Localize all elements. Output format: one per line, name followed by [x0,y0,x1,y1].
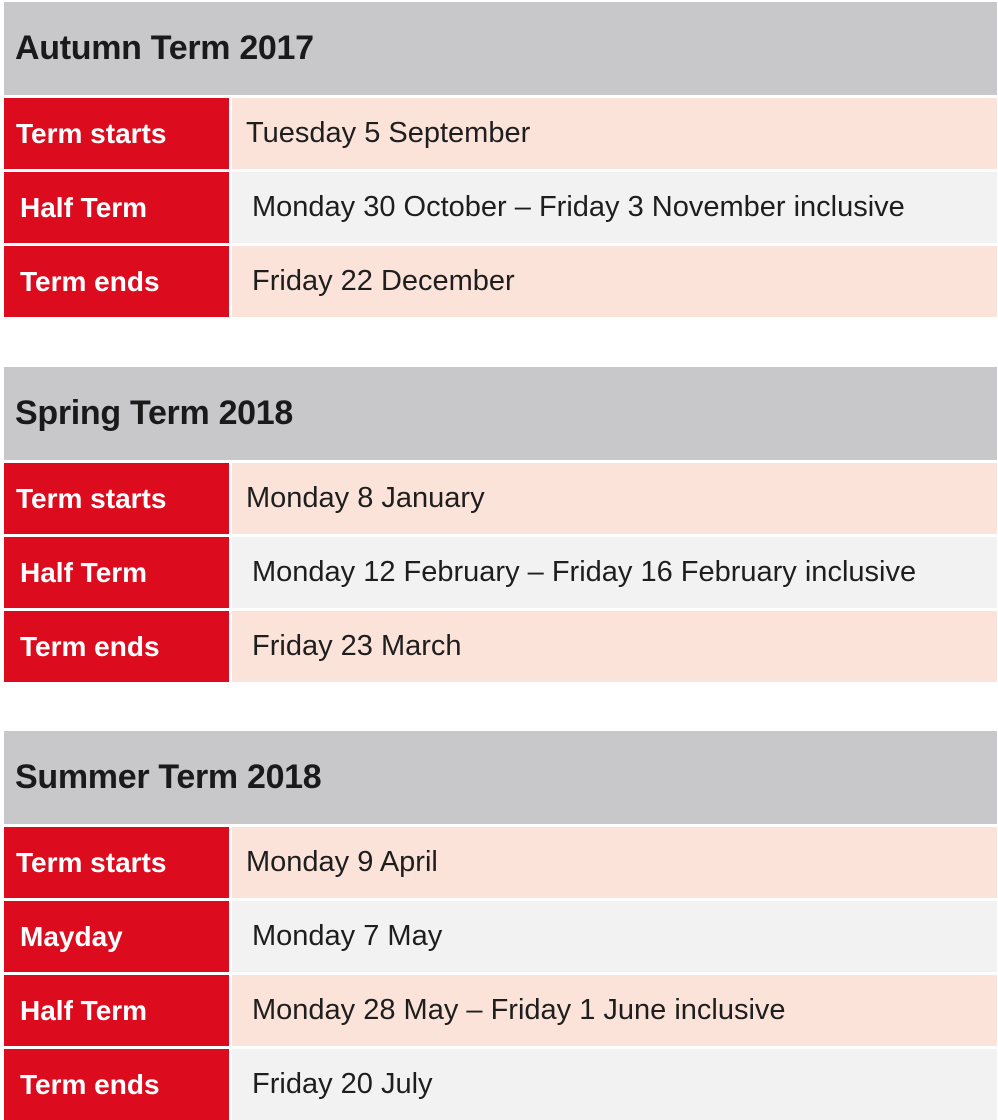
table-row [4,463,997,534]
row-value: Friday 20 July [232,1049,997,1120]
table-row [4,537,997,608]
row-label: Term ends [4,611,229,682]
term-header [4,367,997,460]
row-label: Term ends [4,1049,229,1120]
row-label: Mayday [4,901,229,972]
term-header [4,731,997,824]
row-label: Half Term [4,537,229,608]
row-value: Friday 23 March [232,611,997,682]
row-label: Term starts [4,827,229,898]
term-section-summer [4,731,997,1120]
table-row [4,1049,997,1120]
term-title: Summer Term 2018 [15,758,322,796]
row-label: Term starts [4,98,229,169]
row-value: Monday 9 April [232,827,997,898]
row-value: Friday 22 December [232,246,997,317]
table-row [4,901,997,972]
row-value: Monday 30 October – Friday 3 November inclusive [232,172,997,243]
table-row [4,975,997,1046]
term-title: Autumn Term 2017 [15,29,314,67]
term-section-autumn [4,2,997,317]
row-value: Monday 28 May – Friday 1 June inclusive [232,975,997,1046]
row-label: Half Term [4,172,229,243]
row-value: Monday 7 May [232,901,997,972]
term-header [4,2,997,95]
table-row [4,246,997,317]
table-row [4,172,997,243]
row-value: Monday 12 February – Friday 16 February inclusive [232,537,997,608]
row-value: Monday 8 January [232,463,997,534]
table-row [4,98,997,169]
row-label: Term starts [4,463,229,534]
row-label: Half Term [4,975,229,1046]
term-title: Spring Term 2018 [15,394,294,432]
row-label: Term ends [4,246,229,317]
row-value: Tuesday 5 September [232,98,997,169]
table-row [4,827,997,898]
term-section-spring [4,367,997,682]
table-row [4,611,997,682]
